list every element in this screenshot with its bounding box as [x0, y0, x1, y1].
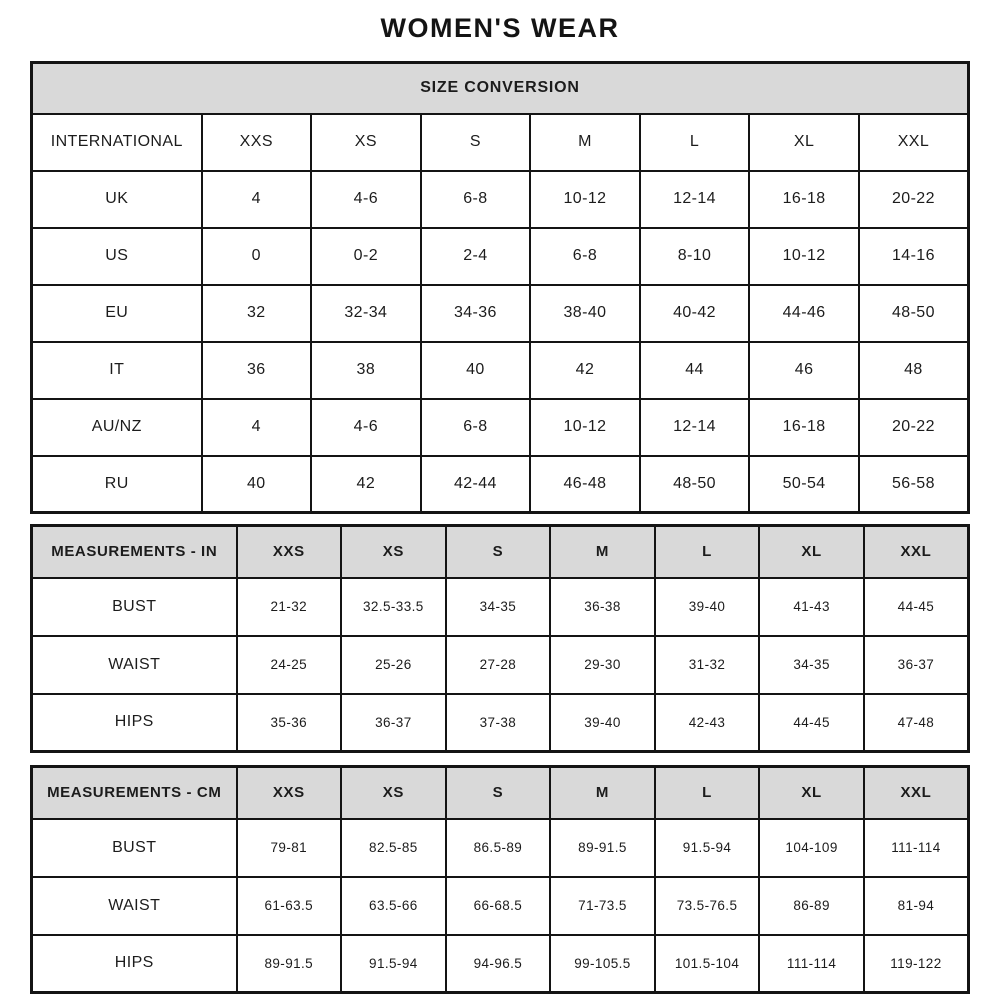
- size-column-header: XXS: [202, 114, 312, 171]
- size-column-header: L: [655, 767, 760, 819]
- row-label: UK: [32, 171, 202, 228]
- size-column-header: L: [655, 526, 760, 578]
- value-cell: 6-8: [530, 228, 640, 285]
- table-row: [32, 456, 969, 513]
- size-column-header: XS: [341, 767, 446, 819]
- table-row: [32, 578, 969, 636]
- size-conversion-title: SIZE CONVERSION: [32, 63, 969, 114]
- value-cell: 2-4: [421, 228, 531, 285]
- value-cell: 82.5-85: [341, 819, 446, 877]
- value-cell: 36: [202, 342, 312, 399]
- value-cell: 39-40: [550, 694, 655, 752]
- value-cell: 42-44: [421, 456, 531, 513]
- table-row: [32, 877, 969, 935]
- value-cell: 40-42: [640, 285, 750, 342]
- value-cell: 42: [530, 342, 640, 399]
- row-label: BUST: [32, 578, 237, 636]
- value-cell: 101.5-104: [655, 935, 760, 993]
- measurements-cm-header-row: [32, 767, 969, 819]
- value-cell: 111-114: [759, 935, 864, 993]
- size-column-header: L: [640, 114, 750, 171]
- value-cell: 6-8: [421, 399, 531, 456]
- value-cell: 21-32: [237, 578, 342, 636]
- value-cell: 4: [202, 399, 312, 456]
- value-cell: 10-12: [530, 171, 640, 228]
- row-label: BUST: [32, 819, 237, 877]
- table-row: [32, 228, 969, 285]
- value-cell: 38-40: [530, 285, 640, 342]
- table-header-label: MEASUREMENTS - IN: [32, 526, 237, 578]
- value-cell: 0-2: [311, 228, 421, 285]
- value-cell: 89-91.5: [550, 819, 655, 877]
- value-cell: 48-50: [859, 285, 969, 342]
- value-cell: 40: [202, 456, 312, 513]
- table-row: [32, 399, 969, 456]
- value-cell: 20-22: [859, 399, 969, 456]
- size-column-header: XL: [759, 767, 864, 819]
- row-label: WAIST: [32, 877, 237, 935]
- size-column-header: XL: [759, 526, 864, 578]
- value-cell: 10-12: [749, 228, 859, 285]
- size-conversion-body: [32, 114, 969, 513]
- row-label: US: [32, 228, 202, 285]
- value-cell: 56-58: [859, 456, 969, 513]
- value-cell: 86-89: [759, 877, 864, 935]
- size-column-header: M: [550, 767, 655, 819]
- size-column-header: S: [446, 767, 551, 819]
- value-cell: 29-30: [550, 636, 655, 694]
- value-cell: 44: [640, 342, 750, 399]
- value-cell: 42-43: [655, 694, 760, 752]
- table-row: [32, 935, 969, 993]
- value-cell: 94-96.5: [446, 935, 551, 993]
- value-cell: 50-54: [749, 456, 859, 513]
- value-cell: 104-109: [759, 819, 864, 877]
- row-label: EU: [32, 285, 202, 342]
- value-cell: 8-10: [640, 228, 750, 285]
- value-cell: 16-18: [749, 171, 859, 228]
- row-label: WAIST: [32, 636, 237, 694]
- value-cell: 91.5-94: [341, 935, 446, 993]
- value-cell: 27-28: [446, 636, 551, 694]
- row-label: RU: [32, 456, 202, 513]
- value-cell: 44-45: [759, 694, 864, 752]
- value-cell: 89-91.5: [237, 935, 342, 993]
- value-cell: 34-35: [446, 578, 551, 636]
- measurements-in-table: [30, 524, 970, 753]
- value-cell: 32-34: [311, 285, 421, 342]
- row-label: HIPS: [32, 935, 237, 993]
- value-cell: 119-122: [864, 935, 969, 993]
- table-row: [32, 636, 969, 694]
- size-column-header: XL: [749, 114, 859, 171]
- value-cell: 34-36: [421, 285, 531, 342]
- measurements-in-body: [32, 578, 969, 752]
- value-cell: 14-16: [859, 228, 969, 285]
- value-cell: 99-105.5: [550, 935, 655, 993]
- value-cell: 46-48: [530, 456, 640, 513]
- size-conversion-title-row: [32, 63, 969, 114]
- table-row: [32, 285, 969, 342]
- value-cell: 79-81: [237, 819, 342, 877]
- value-cell: 91.5-94: [655, 819, 760, 877]
- row-label: AU/NZ: [32, 399, 202, 456]
- page-title: WOMEN'S WEAR: [380, 13, 620, 43]
- value-cell: 42: [311, 456, 421, 513]
- measurements-cm-table: [30, 765, 970, 994]
- value-cell: 36-37: [341, 694, 446, 752]
- table-header-label: MEASUREMENTS - CM: [32, 767, 237, 819]
- value-cell: 47-48: [864, 694, 969, 752]
- value-cell: 20-22: [859, 171, 969, 228]
- value-cell: 4-6: [311, 171, 421, 228]
- value-cell: 46: [749, 342, 859, 399]
- value-cell: 4-6: [311, 399, 421, 456]
- value-cell: 41-43: [759, 578, 864, 636]
- value-cell: 25-26: [341, 636, 446, 694]
- row-label: IT: [32, 342, 202, 399]
- measurements-in-header-row: [32, 526, 969, 578]
- value-cell: 36-38: [550, 578, 655, 636]
- value-cell: 31-32: [655, 636, 760, 694]
- size-column-header: XXS: [237, 526, 342, 578]
- size-column-header: XXL: [864, 767, 969, 819]
- value-cell: 32: [202, 285, 312, 342]
- value-cell: 39-40: [655, 578, 760, 636]
- value-cell: 24-25: [237, 636, 342, 694]
- value-cell: 12-14: [640, 399, 750, 456]
- size-column-header: XS: [341, 526, 446, 578]
- value-cell: 32.5-33.5: [341, 578, 446, 636]
- value-cell: 34-35: [759, 636, 864, 694]
- value-cell: 0: [202, 228, 312, 285]
- value-cell: 48-50: [640, 456, 750, 513]
- value-cell: 4: [202, 171, 312, 228]
- value-cell: 61-63.5: [237, 877, 342, 935]
- value-cell: 48: [859, 342, 969, 399]
- table-row: [32, 171, 969, 228]
- size-column-header: M: [550, 526, 655, 578]
- value-cell: 66-68.5: [446, 877, 551, 935]
- value-cell: 40: [421, 342, 531, 399]
- international-header-row: [32, 114, 969, 171]
- measurements-cm-body: [32, 819, 969, 993]
- value-cell: 35-36: [237, 694, 342, 752]
- table-row: [32, 694, 969, 752]
- value-cell: 12-14: [640, 171, 750, 228]
- table-header-label: INTERNATIONAL: [32, 114, 202, 171]
- value-cell: 63.5-66: [341, 877, 446, 935]
- value-cell: 73.5-76.5: [655, 877, 760, 935]
- size-column-header: XS: [311, 114, 421, 171]
- table-row: [32, 342, 969, 399]
- size-column-header: M: [530, 114, 640, 171]
- value-cell: 10-12: [530, 399, 640, 456]
- size-column-header: XXS: [237, 767, 342, 819]
- value-cell: 16-18: [749, 399, 859, 456]
- size-conversion-table: [30, 61, 970, 514]
- value-cell: 6-8: [421, 171, 531, 228]
- size-column-header: S: [446, 526, 551, 578]
- value-cell: 37-38: [446, 694, 551, 752]
- row-label: HIPS: [32, 694, 237, 752]
- value-cell: 44-45: [864, 578, 969, 636]
- value-cell: 111-114: [864, 819, 969, 877]
- table-row: [32, 819, 969, 877]
- value-cell: 86.5-89: [446, 819, 551, 877]
- value-cell: 71-73.5: [550, 877, 655, 935]
- size-column-header: XXL: [859, 114, 969, 171]
- value-cell: 38: [311, 342, 421, 399]
- size-column-header: XXL: [864, 526, 969, 578]
- size-column-header: S: [421, 114, 531, 171]
- value-cell: 44-46: [749, 285, 859, 342]
- value-cell: 81-94: [864, 877, 969, 935]
- value-cell: 36-37: [864, 636, 969, 694]
